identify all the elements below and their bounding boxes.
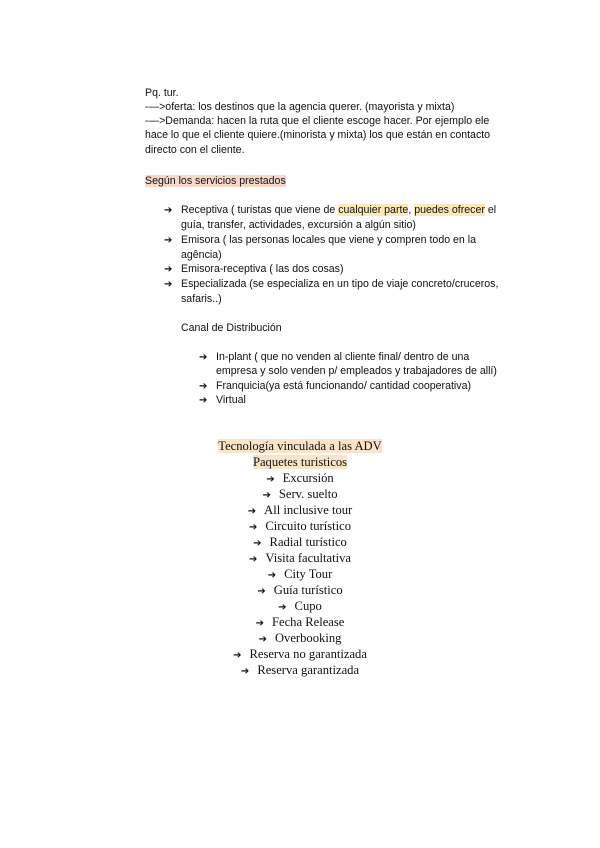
arrow-icon: ➔ bbox=[267, 570, 277, 581]
arrow-icon: ➔ bbox=[199, 395, 208, 406]
arrow-icon: ➔ bbox=[199, 352, 208, 363]
receptiva-highlight-2: puedes ofrecer bbox=[414, 204, 485, 216]
arrow-icon: ➔ bbox=[164, 264, 173, 275]
arrow-icon: ➔ bbox=[248, 554, 258, 565]
arrow-icon: ➔ bbox=[247, 506, 257, 517]
tech-subheading-text: Paquetes turisticos bbox=[252, 455, 348, 469]
receptiva-line-2: guía, transfer, actividades, excursión a algún sitio) bbox=[181, 219, 416, 231]
arrow-icon: ➔ bbox=[164, 235, 173, 246]
list-item-emisora: Emisora ( las personas locales que viene y compren todo en la bbox=[181, 234, 477, 246]
tech-list-item: ➔ Reserva garantizada bbox=[240, 663, 360, 677]
tech-list-item: ➔ All inclusive tour bbox=[247, 503, 353, 517]
tech-list-item: ➔ Excursión bbox=[266, 471, 334, 485]
arrow-icon: ➔ bbox=[240, 666, 250, 677]
intro-line-5: directo con el cliente. bbox=[145, 144, 245, 156]
tech-list-item: ➔ Visita facultativa bbox=[248, 551, 351, 565]
emisora-line-2: agência) bbox=[181, 249, 222, 261]
list-item-inplant: In-plant ( que no venden al cliente final/ dentro de una bbox=[216, 351, 470, 363]
tech-list-item: ➔ Reserva no garantizada bbox=[233, 647, 367, 661]
receptiva-text-pre: Receptiva ( turistas que viene de bbox=[181, 204, 339, 216]
receptiva-text-mid: , bbox=[408, 204, 415, 216]
arrow-icon: ➔ bbox=[199, 381, 208, 392]
tech-list-item: ➔ Cupo bbox=[278, 599, 322, 613]
arrow-icon: ➔ bbox=[233, 650, 242, 661]
tech-list-item: ➔ Radial turístico bbox=[253, 535, 347, 549]
arrow-icon: ➔ bbox=[258, 634, 267, 645]
arrow-icon: ➔ bbox=[248, 522, 258, 533]
tech-list-item: ➔ Fecha Release bbox=[255, 615, 345, 629]
tech-subheading bbox=[0, 454, 600, 470]
receptiva-text-post: el bbox=[484, 204, 497, 216]
especializada-line-2: safaris..) bbox=[181, 293, 222, 305]
arrow-icon: ➔ bbox=[262, 490, 271, 501]
section-heading bbox=[145, 175, 286, 188]
list-item-receptiva bbox=[181, 204, 496, 217]
arrow-icon: ➔ bbox=[255, 618, 264, 629]
canal-heading: Canal de Distribución bbox=[181, 322, 282, 334]
intro-line-4: hace lo que el cliente quiere.(minorista y mixta) los que están en contacto bbox=[145, 129, 491, 141]
arrow-icon: ➔ bbox=[253, 538, 262, 549]
receptiva-highlight-1: cualquier parte bbox=[338, 204, 409, 216]
tech-heading bbox=[0, 438, 600, 454]
list-item-virtual: Virtual bbox=[216, 394, 246, 406]
list-item-franquicia: Franquicia(ya está funcionando/ cantidad cooperativa) bbox=[216, 380, 471, 392]
tech-list-item: ➔ Serv. suelto bbox=[262, 487, 338, 501]
arrow-icon: ➔ bbox=[164, 279, 173, 290]
tech-list-item: ➔ Guía turístico bbox=[257, 583, 343, 597]
tech-list-item: ➔ Overbooking bbox=[258, 631, 342, 645]
arrow-icon: ➔ bbox=[266, 474, 275, 485]
list-item-especializada: Especializada (se especializa en un tipo de viaje concreto/cruceros, bbox=[181, 278, 499, 290]
inplant-line-2: empresa y solo venden p/ empleados y trabajadores de allí) bbox=[216, 365, 497, 377]
intro-line-3: -—>Demanda: hacen la ruta que el cliente escoge hacer. Por ejemplo ele bbox=[145, 115, 490, 127]
section-heading-text: Según los servicios prestados bbox=[145, 175, 286, 187]
tech-list-item: ➔ City Tour bbox=[267, 567, 333, 581]
intro-line-1: Pq. tur. bbox=[145, 87, 179, 99]
arrow-icon: ➔ bbox=[278, 602, 287, 613]
arrow-icon: ➔ bbox=[164, 205, 173, 216]
intro-line-2: -—>oferta: los destinos que la agencia querer. (mayorista y mixta) bbox=[145, 101, 455, 113]
arrow-icon: ➔ bbox=[257, 586, 266, 597]
tech-list-item: ➔ Circuito turístico bbox=[248, 519, 352, 533]
list-item-emisora-receptiva: Emisora-receptiva ( las dos cosas) bbox=[181, 263, 344, 275]
tech-heading-text: Tecnología vinculada a las ADV bbox=[218, 439, 382, 453]
